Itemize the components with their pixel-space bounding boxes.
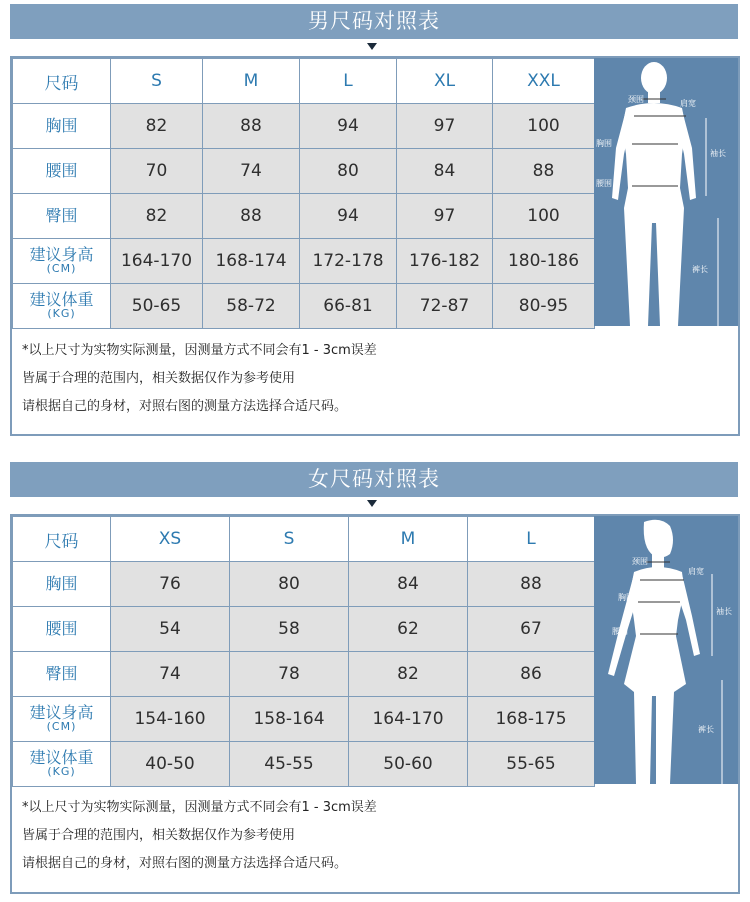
table-cell: 168-174 <box>203 239 300 284</box>
table-cell: 172-178 <box>300 239 397 284</box>
table-cell: 82 <box>111 104 203 149</box>
neck-label: 颈围 <box>632 557 648 566</box>
pants-label: 裤长 <box>698 725 714 734</box>
male-silhouette-icon <box>594 58 738 326</box>
table-cell: 88 <box>203 104 300 149</box>
neck-label: 颈围 <box>628 95 644 104</box>
header-cell: XXL <box>493 59 595 104</box>
table-cell: 84 <box>349 562 468 607</box>
row-label <box>13 697 111 742</box>
header-cell: S <box>111 59 203 104</box>
row-label: 腰围 <box>13 607 111 652</box>
table-cell: 40-50 <box>111 742 230 787</box>
table-cell: 55-65 <box>468 742 595 787</box>
header-cell: S <box>230 517 349 562</box>
table-cell: 88 <box>493 149 595 194</box>
table-cell: 45-55 <box>230 742 349 787</box>
table-cell: 58-72 <box>203 284 300 329</box>
waist-label: 腰围 <box>612 627 628 636</box>
table-cell: 158-164 <box>230 697 349 742</box>
table-row <box>13 742 595 787</box>
table-cell: 94 <box>300 194 397 239</box>
table-cell: 97 <box>397 194 493 239</box>
table-row <box>13 104 595 149</box>
table-cell: 176-182 <box>397 239 493 284</box>
table-cell: 154-160 <box>111 697 230 742</box>
table-row <box>13 284 595 329</box>
row-label: 胸围 <box>13 562 111 607</box>
table-cell: 67 <box>468 607 595 652</box>
table-cell: 88 <box>203 194 300 239</box>
note-line: *以上尺寸为实物实际测量，因测量方式不同会有1 - 3cm误差 <box>22 800 377 815</box>
header-cell: 尺码 <box>13 517 111 562</box>
shoulder-label: 肩宽 <box>680 99 696 108</box>
table-cell: 54 <box>111 607 230 652</box>
note-line: 请根据自己的身材，对照右图的测量方法选择合适尺码。 <box>22 856 348 871</box>
header-cell: M <box>349 517 468 562</box>
header-cell: XS <box>111 517 230 562</box>
row-label <box>13 742 111 787</box>
female-measurement-figure <box>594 516 738 784</box>
table-cell: 80 <box>230 562 349 607</box>
shoulder-label: 肩宽 <box>688 567 704 576</box>
table-cell: 58 <box>230 607 349 652</box>
table-cell: 88 <box>468 562 595 607</box>
down-arrow-icon <box>367 500 377 507</box>
row-label: 腰围 <box>13 149 111 194</box>
table-cell: 164-170 <box>349 697 468 742</box>
table-cell: 86 <box>468 652 595 697</box>
sleeve-label: 袖长 <box>710 149 726 158</box>
table-cell: 97 <box>397 104 493 149</box>
header-cell: XL <box>397 59 493 104</box>
table-cell: 164-170 <box>111 239 203 284</box>
male-measurement-figure <box>594 58 738 326</box>
table-row <box>13 149 595 194</box>
table-cell: 78 <box>230 652 349 697</box>
table-header-row <box>13 517 595 562</box>
sleeve-label: 袖长 <box>716 607 732 616</box>
row-label-text: 建议身高 <box>29 703 94 722</box>
men-size-table <box>12 58 595 329</box>
table-cell: 180-186 <box>493 239 595 284</box>
table-row <box>13 194 595 239</box>
down-arrow-icon <box>367 43 377 50</box>
women-size-table <box>12 516 595 787</box>
header-cell: M <box>203 59 300 104</box>
row-label: 胸围 <box>13 104 111 149</box>
men-size-notes <box>22 337 377 421</box>
table-cell: 100 <box>493 104 595 149</box>
women-size-panel <box>10 514 740 894</box>
table-cell: 66-81 <box>300 284 397 329</box>
waist-label: 腰围 <box>596 179 612 188</box>
note-line: 皆属于合理的范围内，相关数据仅作为参考使用 <box>22 371 296 386</box>
women-size-notes <box>22 794 377 878</box>
row-label: 臀围 <box>13 194 111 239</box>
table-cell: 82 <box>111 194 203 239</box>
row-label-text: 建议体重 <box>29 748 94 767</box>
note-line: 皆属于合理的范围内，相关数据仅作为参考使用 <box>22 828 296 843</box>
table-cell: 94 <box>300 104 397 149</box>
female-silhouette-icon <box>594 516 738 784</box>
table-cell: 74 <box>111 652 230 697</box>
table-cell: 50-60 <box>349 742 468 787</box>
table-header-row <box>13 59 595 104</box>
row-label-unit: (KG) <box>47 307 76 320</box>
header-cell: L <box>468 517 595 562</box>
header-cell: 尺码 <box>13 59 111 104</box>
table-row <box>13 562 595 607</box>
chest-label: 胸围 <box>618 593 634 602</box>
table-cell: 84 <box>397 149 493 194</box>
header-cell: L <box>300 59 397 104</box>
note-line: 请根据自己的身材，对照右图的测量方法选择合适尺码。 <box>22 399 348 414</box>
women-size-chart-title: 女尺码对照表 <box>10 462 738 497</box>
note-line: *以上尺寸为实物实际测量，因测量方式不同会有1 - 3cm误差 <box>22 343 377 358</box>
table-row <box>13 607 595 652</box>
table-cell: 82 <box>349 652 468 697</box>
table-cell: 168-175 <box>468 697 595 742</box>
table-cell: 70 <box>111 149 203 194</box>
row-label-unit: (CM) <box>46 720 77 733</box>
table-cell: 62 <box>349 607 468 652</box>
table-row <box>13 239 595 284</box>
men-size-panel <box>10 56 740 436</box>
table-row <box>13 652 595 697</box>
row-label-text: 建议身高 <box>29 245 94 264</box>
row-label <box>13 239 111 284</box>
row-label-text: 建议体重 <box>29 290 94 309</box>
row-label-unit: (CM) <box>46 262 77 275</box>
table-cell: 80 <box>300 149 397 194</box>
row-label-unit: (KG) <box>47 765 76 778</box>
chest-label: 胸围 <box>596 139 612 148</box>
men-size-chart-title: 男尺码对照表 <box>10 4 738 39</box>
table-cell: 76 <box>111 562 230 607</box>
row-label: 臀围 <box>13 652 111 697</box>
table-cell: 72-87 <box>397 284 493 329</box>
row-label <box>13 284 111 329</box>
table-cell: 74 <box>203 149 300 194</box>
pants-label: 裤长 <box>692 265 708 274</box>
table-cell: 80-95 <box>493 284 595 329</box>
table-cell: 100 <box>493 194 595 239</box>
table-cell: 50-65 <box>111 284 203 329</box>
table-row <box>13 697 595 742</box>
